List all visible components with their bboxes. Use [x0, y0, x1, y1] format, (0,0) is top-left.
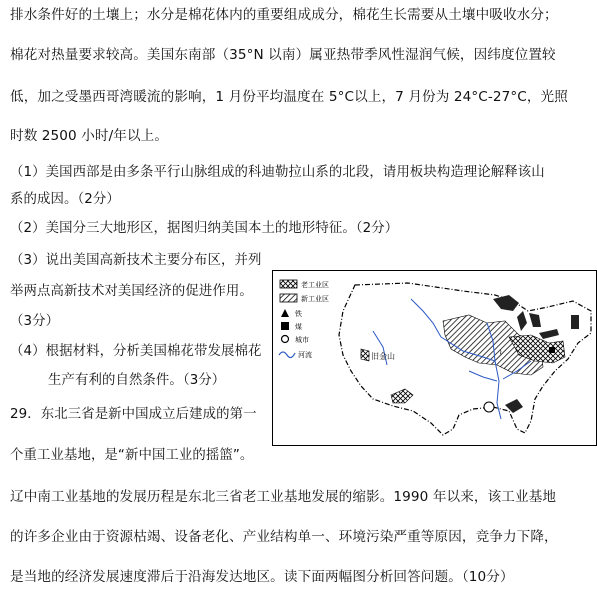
- legend-coal-label: 煤: [295, 323, 302, 331]
- iron-icon: [281, 309, 289, 317]
- question-4-line-b: 生产有利的自然条件。（3分）: [48, 373, 226, 388]
- question-3-line-c: （3分）: [10, 314, 60, 329]
- map-legend: [279, 280, 329, 359]
- us-industry-map: [272, 270, 597, 446]
- intro-line-1: 排水条件好的土壤上；水分是棉花体内的重要组成成分，棉花生长需要从土壤中吸收水分；: [10, 7, 558, 23]
- intro-line-3: 低，加之受墨西哥湾暖流的影响，1 月份平均温度在 5°C以上，7 月份为 24°C-27°C，光照: [10, 89, 568, 105]
- san-francisco-label: 旧金山: [371, 352, 395, 361]
- intro-line-4: 时数 2500 小时/年以上。: [10, 128, 169, 144]
- legend-new-label: 新工业区: [301, 295, 329, 303]
- question-29-line-b: 个重工业基地，是“新中国工业的摇篮”。: [10, 448, 254, 463]
- northeast-industrial-cluster: [571, 315, 579, 329]
- legend-old-label: 老工业区: [301, 281, 329, 289]
- legend-city-label: 城市: [295, 336, 309, 344]
- intro-line-2: 棉花对热量要求较高。美国东南部（35°N 以南）属亚热带季风性湿润气候，因纬度位置较: [10, 47, 556, 63]
- question-1-line-b: 系的成因。（2分）: [10, 192, 120, 207]
- question-29-line-a: 29．东北三省是新中国成立后建成的第一: [10, 407, 257, 422]
- question-3-line-b: 举两点高新技术对美国经济的促进作用。: [10, 284, 253, 299]
- coal-icon: [281, 322, 289, 330]
- question-1-line-a: （1）美国西部是由多条平行山脉组成的科迪勒拉山系的北段，请用板块构造理论解释该山: [10, 165, 545, 180]
- river-icon: [279, 352, 295, 358]
- river-mark: ⌇: [499, 349, 503, 357]
- paragraph-line-3: 是当地的经济发展速度滞后于沿海发达地区。读下面两幅图分析回答问题。（10分）: [10, 569, 514, 585]
- question-4-line-a: （4）根据材料，分析美国棉花带发展棉花: [10, 344, 262, 359]
- question-2: （2）美国分三大地形区，据图归纳美国本土的地形特征。（2分）: [10, 221, 399, 236]
- gulf-city-marker: [484, 402, 494, 412]
- legend-old-swatch: [280, 280, 297, 288]
- legend-iron-label: 铁: [295, 310, 302, 318]
- city-icon: [282, 336, 289, 343]
- question-3-line-a: （3）说出美国高新技术主要分布区，并列: [10, 253, 262, 268]
- us-industry-map-svg: [273, 271, 597, 447]
- paragraph-line-2: 的许多企业由于资源枯竭、设备老化、产业结构单一、环境污染严重等原因，竞争力下降，: [10, 529, 558, 545]
- coal-marker-east: [549, 347, 555, 353]
- san-francisco-cluster: [361, 349, 369, 361]
- legend-new-swatch: [280, 294, 297, 302]
- legend-river-label: 河流: [298, 351, 312, 359]
- paragraph-line-1: 辽中南工业基地的发展历程是东北三省老工业基地发展的缩影。1990 年以来，该工业基地: [10, 489, 557, 505]
